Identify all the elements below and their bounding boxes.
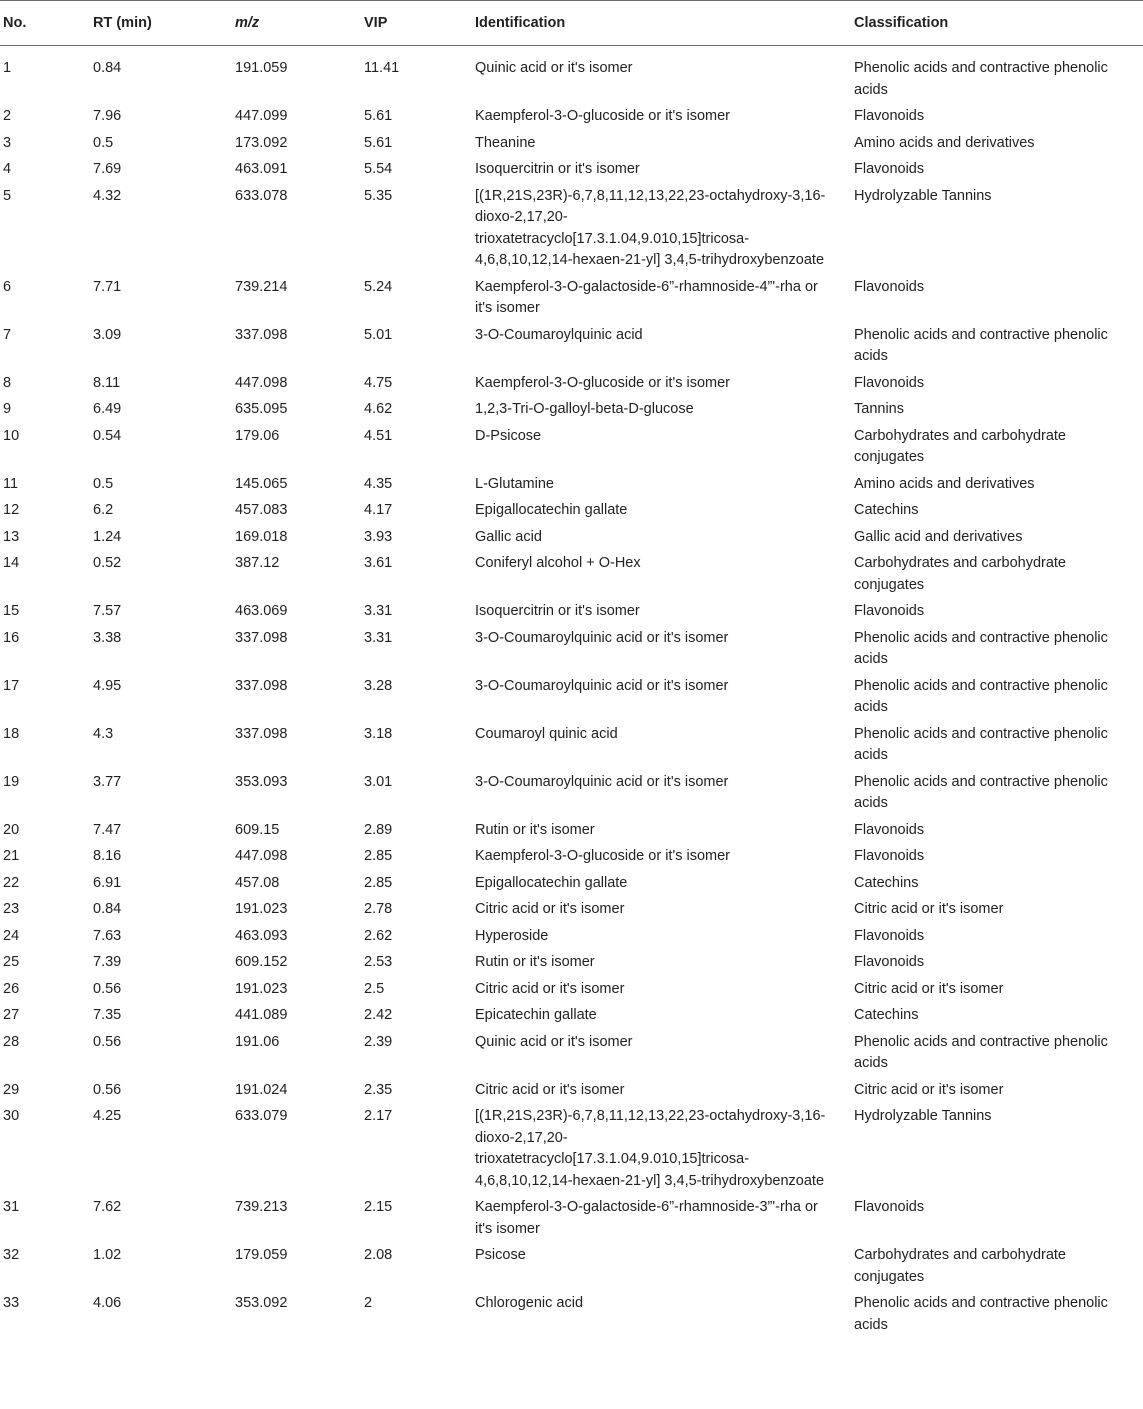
cell-classification: Flavonoids: [854, 161, 925, 177]
table-row: [0, 157, 1143, 184]
cell-no: 14: [3, 555, 20, 571]
cell-mz: 609.152: [235, 954, 288, 970]
cell-mz: 463.069: [235, 603, 288, 619]
cell-vip: 2.15: [364, 1199, 393, 1215]
cell-mz: 739.213: [235, 1199, 288, 1215]
cell-classification: Phenolic acids and contractive phenolic acids: [854, 773, 1108, 811]
table-row: [0, 498, 1143, 525]
table-row: [0, 424, 1143, 472]
cell-vip: 11.41: [364, 60, 400, 76]
cell-classification: Flavonoids: [854, 603, 925, 619]
cell-classification: Carbohydrates and carbohydrate conjugates: [854, 555, 1066, 593]
cell-mz: 191.059: [235, 60, 288, 76]
table-row: [0, 1078, 1143, 1105]
cell-classification: Flavonoids: [854, 374, 925, 391]
table-body: [0, 46, 1143, 1340]
cell-mz: 179.06: [235, 427, 280, 444]
cell-identification: Rutin or it's isomer: [475, 821, 595, 838]
cell-no: 2: [3, 108, 12, 124]
cell-classification: Flavonoids: [854, 1199, 925, 1215]
cell-mz: 447.098: [235, 848, 288, 864]
cell-mz: 739.214: [235, 278, 288, 295]
cell-vip: 2.35: [364, 1081, 393, 1098]
cell-identification: Isoquercitrin or it's isomer: [475, 161, 640, 177]
cell-no: 22: [3, 874, 20, 891]
cell-classification: Amino acids and derivatives: [854, 134, 1035, 151]
cell-rt: 7.62: [93, 1199, 122, 1215]
cell-vip: 2.53: [364, 954, 393, 970]
cell-identification: Theanine: [475, 134, 536, 151]
cell-rt: 4.95: [93, 677, 122, 694]
cell-rt: 0.56: [93, 1081, 122, 1098]
cell-classification: Catechins: [854, 502, 919, 518]
cell-mz: 145.065: [235, 475, 288, 492]
cell-vip: 2.62: [364, 927, 393, 944]
table-row: [0, 599, 1143, 626]
cell-classification: Hydrolyzable Tannins: [854, 187, 992, 204]
table-row: [0, 844, 1143, 871]
cell-vip: 4.17: [364, 502, 393, 518]
cell-identification: Quinic acid or it's isomer: [475, 1033, 633, 1050]
table-row: [0, 1104, 1143, 1195]
table-row: [0, 46, 1143, 105]
cell-mz: 447.099: [235, 108, 288, 124]
cell-rt: 3.09: [93, 326, 122, 343]
cell-identification: L-Glutamine: [475, 475, 554, 492]
table-row: [0, 722, 1143, 770]
cell-vip: 3.18: [364, 725, 393, 742]
cell-no: 1: [3, 60, 12, 76]
cell-mz: 463.091: [235, 161, 288, 177]
table-row: [0, 104, 1143, 131]
cell-mz: 179.059: [235, 1247, 288, 1263]
table-row: [0, 977, 1143, 1004]
cell-no: 9: [3, 401, 12, 417]
cell-rt: 0.56: [93, 1033, 122, 1050]
cell-vip: 2.08: [364, 1247, 393, 1263]
cell-identification: Quinic acid or it's isomer: [475, 60, 633, 76]
cell-mz: 191.023: [235, 980, 288, 997]
cell-vip: 3.28: [364, 677, 393, 694]
cell-rt: 7.96: [93, 108, 122, 124]
cell-classification: Tannins: [854, 401, 904, 417]
table-row: [0, 1003, 1143, 1030]
cell-mz: 353.093: [235, 773, 288, 790]
cell-identification: Citric acid or it's isomer: [475, 980, 625, 997]
cell-no: 16: [3, 629, 20, 646]
cell-vip: 2.89: [364, 821, 393, 838]
cell-rt: 6.49: [93, 401, 122, 417]
cell-no: 6: [3, 278, 12, 295]
table-row: [0, 626, 1143, 674]
cell-rt: 7.71: [93, 278, 122, 295]
cell-mz: 463.093: [235, 927, 288, 944]
cell-rt: 8.16: [93, 848, 122, 864]
cell-identification: 3-O-Coumaroylquinic acid or it's isomer: [475, 677, 729, 694]
header-identification: Identification: [471, 1, 850, 46]
cell-vip: 5.61: [364, 134, 393, 151]
cell-classification: Flavonoids: [854, 278, 925, 295]
table-row: [0, 950, 1143, 977]
cell-vip: 2.42: [364, 1007, 393, 1023]
cell-no: 28: [3, 1033, 20, 1050]
cell-identification: Hyperoside: [475, 927, 549, 944]
cell-rt: 0.84: [93, 901, 122, 917]
cell-vip: 4.62: [364, 401, 393, 417]
table-row: [0, 184, 1143, 275]
cell-vip: 2.78: [364, 901, 393, 917]
cell-classification: Catechins: [854, 874, 919, 891]
cell-identification: Gallic acid: [475, 528, 542, 545]
cell-mz: 169.018: [235, 528, 288, 545]
cell-rt: 3.77: [93, 773, 122, 790]
cell-vip: 3.61: [364, 555, 393, 571]
cell-no: 30: [3, 1108, 20, 1124]
cell-classification: Hydrolyzable Tannins: [854, 1108, 992, 1124]
cell-mz: 447.098: [235, 374, 288, 391]
table-row: [0, 472, 1143, 499]
cell-identification: 1,2,3-Tri-O-galloyl-beta-D-glucose: [475, 401, 694, 417]
cell-no: 27: [3, 1007, 20, 1023]
table-row: [0, 818, 1143, 845]
cell-classification: Phenolic acids and contractive phenolic acids: [854, 629, 1108, 667]
table-row: [0, 871, 1143, 898]
cell-vip: 3.31: [364, 603, 393, 619]
cell-identification: [(1R,21S,23R)-6,7,8,11,12,13,22,23-octahydroxy-3,16-dioxo-2,17,20-trioxatetracyclo[17.3.1.04,9.010,15]tricosa-4,6,8,10,12,14-hexaen-21-yl] 3,4,5-trihydroxybenzoate: [475, 187, 826, 268]
cell-identification: Kaempferol-3-O-galactoside-6”-rhamnoside-3”'-rha or it's isomer: [475, 1199, 818, 1237]
cell-rt: 4.32: [93, 187, 122, 204]
cell-classification: Carbohydrates and carbohydrate conjugates: [854, 427, 1066, 465]
cell-identification: Citric acid or it's isomer: [475, 1081, 625, 1098]
cell-mz: 337.098: [235, 629, 288, 646]
cell-identification: Kaempferol-3-O-glucoside or it's isomer: [475, 108, 730, 124]
cell-identification: 3-O-Coumaroylquinic acid or it's isomer: [475, 773, 729, 790]
cell-no: 13: [3, 528, 20, 545]
cell-no: 18: [3, 725, 20, 742]
table-header: [0, 1, 1143, 46]
cell-mz: 173.092: [235, 134, 288, 151]
cell-mz: 337.098: [235, 677, 288, 694]
cell-classification: Amino acids and derivatives: [854, 475, 1035, 492]
cell-classification: Phenolic acids and contractive phenolic acids: [854, 60, 1108, 98]
cell-rt: 6.91: [93, 874, 122, 891]
cell-no: 8: [3, 374, 12, 391]
cell-classification: Citric acid or it's isomer: [854, 1081, 1004, 1098]
cell-no: 21: [3, 848, 20, 864]
cell-rt: 0.54: [93, 427, 122, 444]
cell-mz: 441.089: [235, 1007, 288, 1023]
cell-rt: 8.11: [93, 374, 121, 391]
cell-mz: 635.095: [235, 401, 288, 417]
cell-mz: 387.12: [235, 555, 280, 571]
cell-identification: Coumaroyl quinic acid: [475, 725, 618, 742]
cell-classification: Flavonoids: [854, 927, 925, 944]
cell-identification: Psicose: [475, 1247, 526, 1263]
cell-classification: Flavonoids: [854, 848, 925, 864]
cell-rt: 4.25: [93, 1108, 122, 1124]
cell-identification: Epicatechin gallate: [475, 1007, 597, 1023]
cell-mz: 353.092: [235, 1295, 288, 1311]
header-classification: Classification: [850, 1, 1143, 46]
cell-classification: Citric acid or it's isomer: [854, 901, 1004, 917]
header-vip: VIP: [360, 1, 471, 46]
cell-rt: 7.39: [93, 954, 122, 970]
cell-rt: 0.5: [93, 475, 114, 492]
cell-classification: Citric acid or it's isomer: [854, 980, 1004, 997]
cell-identification: Kaempferol-3-O-glucoside or it's isomer: [475, 848, 730, 864]
cell-classification: Phenolic acids and contractive phenolic acids: [854, 1033, 1108, 1071]
cell-identification: Coniferyl alcohol + O-Hex: [475, 555, 641, 571]
cell-classification: Phenolic acids and contractive phenolic acids: [854, 1295, 1108, 1333]
cell-no: 24: [3, 927, 20, 944]
cell-rt: 0.56: [93, 980, 122, 997]
cell-vip: 2.17: [364, 1108, 393, 1124]
cell-rt: 7.63: [93, 927, 122, 944]
cell-classification: Phenolic acids and contractive phenolic acids: [854, 326, 1108, 364]
table-row: [0, 1243, 1143, 1291]
cell-no: 12: [3, 502, 20, 518]
cell-no: 25: [3, 954, 20, 970]
cell-rt: 3.38: [93, 629, 122, 646]
cell-classification: Flavonoids: [854, 954, 925, 970]
cell-vip: 3.01: [364, 773, 393, 790]
table-row: [0, 525, 1143, 552]
header-mz: m/z: [231, 1, 360, 46]
cell-rt: 6.2: [93, 502, 114, 518]
cell-no: 10: [3, 427, 20, 444]
cell-classification: Flavonoids: [854, 108, 925, 124]
cell-rt: 0.84: [93, 60, 122, 76]
cell-classification: Phenolic acids and contractive phenolic acids: [854, 677, 1108, 715]
cell-identification: [(1R,21S,23R)-6,7,8,11,12,13,22,23-octahydroxy-3,16-dioxo-2,17,20-trioxatetracyclo[17.3.1.04,9.010,15]tricosa-4,6,8,10,12,14-hexaen-21-yl] 3,4,5-trihydroxybenzoate: [475, 1108, 826, 1189]
cell-rt: 7.47: [93, 821, 122, 838]
cell-classification: Flavonoids: [854, 821, 925, 838]
cell-vip: 4.75: [364, 374, 393, 391]
cell-no: 33: [3, 1295, 20, 1311]
cell-rt: 7.35: [93, 1007, 122, 1023]
cell-no: 20: [3, 821, 20, 838]
cell-vip: 2.85: [364, 848, 393, 864]
cell-mz: 191.024: [235, 1081, 288, 1098]
table-row: [0, 674, 1143, 722]
cell-identification: Kaempferol-3-O-galactoside-6”-rhamnoside-4”'-rha or it's isomer: [475, 278, 818, 316]
cell-vip: 4.51: [364, 427, 393, 444]
cell-rt: 4.06: [93, 1295, 122, 1311]
cell-no: 32: [3, 1247, 20, 1263]
cell-classification: Carbohydrates and carbohydrate conjugates: [854, 1247, 1066, 1285]
header-rt: RT (min): [89, 1, 231, 46]
cell-rt: 7.57: [93, 603, 122, 619]
cell-classification: Catechins: [854, 1007, 919, 1023]
table-row: [0, 397, 1143, 424]
cell-no: 15: [3, 603, 20, 619]
cell-no: 17: [3, 677, 20, 694]
cell-identification: D-Psicose: [475, 427, 542, 444]
cell-no: 4: [3, 161, 12, 177]
cell-no: 3: [3, 134, 12, 151]
cell-vip: 5.35: [364, 187, 393, 204]
cell-vip: 5.61: [364, 108, 393, 124]
header-no: No.: [0, 1, 89, 46]
cell-vip: 2.39: [364, 1033, 393, 1050]
cell-identification: 3-O-Coumaroylquinic acid or it's isomer: [475, 629, 729, 646]
cell-mz: 633.078: [235, 187, 288, 204]
cell-classification: Phenolic acids and contractive phenolic acids: [854, 725, 1108, 763]
cell-rt: 4.3: [93, 725, 114, 742]
cell-mz: 191.06: [235, 1033, 280, 1050]
cell-classification: Gallic acid and derivatives: [854, 528, 1023, 545]
table-row: [0, 275, 1143, 323]
cell-mz: 609.15: [235, 821, 280, 838]
table-row: [0, 924, 1143, 951]
cell-identification: 3-O-Coumaroylquinic acid: [475, 326, 643, 343]
cell-vip: 5.01: [364, 326, 393, 343]
table-row: [0, 1291, 1143, 1339]
cell-identification: Epigallocatechin gallate: [475, 874, 628, 891]
cell-rt: 0.5: [93, 134, 114, 151]
cell-vip: 2.5: [364, 980, 385, 997]
table-row: [0, 371, 1143, 398]
cell-rt: 0.52: [93, 555, 122, 571]
cell-no: 26: [3, 980, 20, 997]
cell-mz: 633.079: [235, 1108, 288, 1124]
table-row: [0, 1195, 1143, 1243]
cell-no: 31: [3, 1199, 20, 1215]
cell-no: 19: [3, 773, 20, 790]
cell-vip: 2.85: [364, 874, 393, 891]
header-row: [0, 1, 1143, 46]
table-row: [0, 1030, 1143, 1078]
cell-no: 29: [3, 1081, 20, 1098]
cell-no: 7: [3, 326, 12, 343]
cell-no: 23: [3, 901, 20, 917]
table-row: [0, 897, 1143, 924]
cell-vip: 3.31: [364, 629, 393, 646]
cell-rt: 7.69: [93, 161, 122, 177]
cell-identification: Chlorogenic acid: [475, 1295, 584, 1311]
cell-vip: 5.54: [364, 161, 393, 177]
cell-mz: 457.083: [235, 502, 288, 518]
cell-no: 11: [3, 475, 19, 492]
cell-identification: Citric acid or it's isomer: [475, 901, 625, 917]
cell-vip: 5.24: [364, 278, 393, 295]
cell-identification: Isoquercitrin or it's isomer: [475, 603, 640, 619]
cell-vip: 2: [364, 1295, 373, 1311]
table-row: [0, 770, 1143, 818]
cell-identification: Rutin or it's isomer: [475, 954, 595, 970]
cell-vip: 3.93: [364, 528, 393, 545]
cell-vip: 4.35: [364, 475, 393, 492]
cell-identification: Kaempferol-3-O-glucoside or it's isomer: [475, 374, 730, 391]
cell-mz: 191.023: [235, 901, 288, 917]
cell-mz: 457.08: [235, 874, 280, 891]
table-row: [0, 323, 1143, 371]
cell-rt: 1.02: [93, 1247, 122, 1263]
cell-rt: 1.24: [93, 528, 122, 545]
table-row: [0, 131, 1143, 158]
cell-identification: Epigallocatechin gallate: [475, 502, 628, 518]
cell-no: 5: [3, 187, 12, 204]
cell-mz: 337.098: [235, 725, 288, 742]
table-row: [0, 551, 1143, 599]
cell-mz: 337.098: [235, 326, 288, 343]
